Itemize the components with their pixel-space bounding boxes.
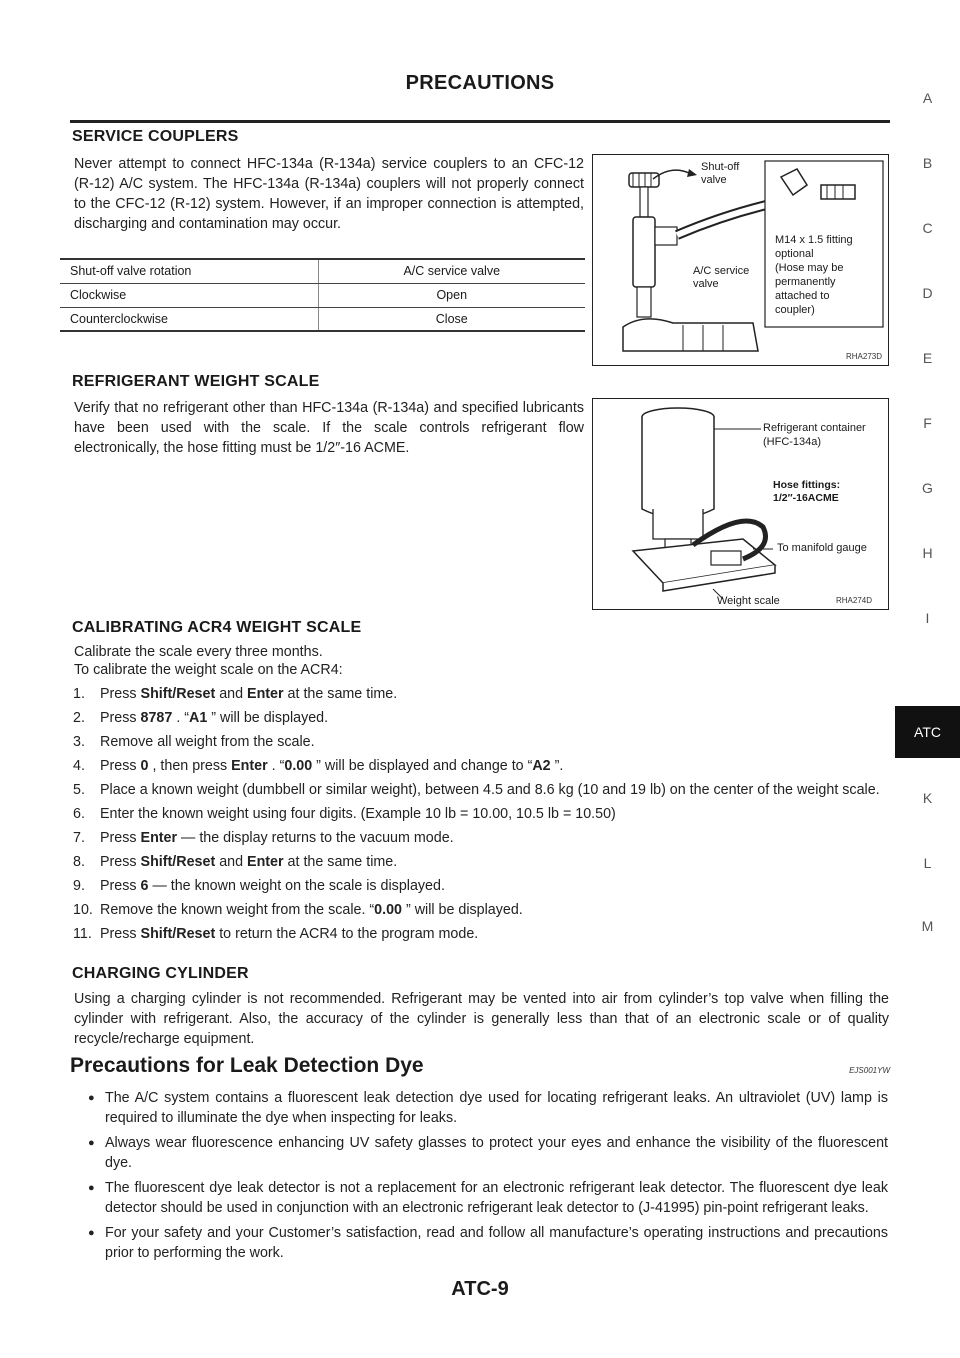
page-number: ATC-9 [451,1278,509,1300]
header-rule [70,120,890,123]
service-couplers-text: Never attempt to connect HFC-134a (R-134a) service couplers to an CFC-12 (R-12) A/C system. The HFC-134a (R-134a) couplers will not properly connect to the CFC-12 (R-12) system. However, if an improper connection is attempted, discharging and contamination may occur. [74,156,584,232]
list-item: 10. Remove the known weight from the scale. “0.00 ” will be displayed. [73,902,523,918]
section-letter-m[interactable]: M [921,918,934,934]
leak-dye-bullets [88,1088,888,1268]
heading-leak-detection-dye: Precautions for Leak Detection Dye [70,1054,424,1077]
figure-code: RHA273D [845,352,882,361]
weight-scale-figure [592,398,889,610]
section-letter-b[interactable]: B [922,155,933,171]
weight-scale-label: Weight scale [717,595,780,607]
list-item: 1. Press Shift/Reset and Enter at the same time. [73,686,398,702]
weight-scale-text: Verify that no refrigerant other than HFC-134a (R-134a) and specified lubricants have been used with the scale. If the scale controls refrigerant flow electronically, the hose fitting must be 1/2″-16 ACME. [74,400,584,456]
list-item: ● The fluorescent dye leak detector is not a replacement for an electronic refrigerant leak detector. The fluorescent dye leak detector should be used in conjunction with an electronic refrigerant leak detector to (J-41995) pin-point refrigerant leaks. [88,1178,888,1218]
table-row [60,307,585,331]
list-item: 3. Remove all weight from the scale. [73,734,315,750]
list-item: 11. Press Shift/Reset to return the ACR4 to the program mode. [73,926,479,942]
section-letter-l[interactable]: L [923,855,932,871]
section-letter-k[interactable]: K [922,790,933,806]
table-cell: Open [318,283,585,307]
heading-charging-cylinder: CHARGING CYLINDER [72,965,249,982]
list-item: 8. Press Shift/Reset and Enter at the same time. [73,854,398,870]
table-header-row [60,259,585,283]
section-letter-f[interactable]: F [923,415,932,431]
fitting-note-label: M14 x 1.5 fitting optional (Hose may be permanently attached to coupler) [775,234,853,316]
calibration-steps [73,685,888,949]
document-code: EJS001YW [849,1066,890,1075]
list-item: 5. Place a known weight (dumbbell or similar weight), between 4.5 and 8.6 kg (10 and 19 lb) on the center of the weight scale. [73,782,880,798]
charging-cylinder-text: Using a charging cylinder is not recommended. Refrigerant may be vented into air from cylinder’s top valve when filling the cylinder with refrigerant. Also, the accuracy of the cylinder is generally less than that of an electronic scale or of quality recycle/recharge equipment. [74,991,889,1047]
section-letter-i[interactable]: I [925,610,930,626]
section-index [895,0,960,1358]
section-letter-e[interactable]: E [922,350,933,366]
refrigerant-container-label: Refrigerant container (HFC-134a) [763,422,866,448]
section-letter-c[interactable]: C [922,220,933,236]
list-item: 4. Press 0 , then press Enter . “0.00 ” will be displayed and change to “A2 ”. [73,758,564,774]
list-item: ● The A/C system contains a fluorescent leak detection dye used for locating refrigerant leaks. An ultraviolet (UV) lamp is required to illuminate the dye when inspecting for leaks. [88,1088,888,1128]
figure-code: RHA274D [835,596,872,605]
table-row [60,283,585,307]
section-letter-h[interactable]: H [922,545,933,561]
shut-off-valve-label: Shut-off valve [701,161,740,186]
table-cell: Clockwise [60,283,318,307]
section-letter-a[interactable]: A [922,90,933,106]
list-item: ● Always wear fluorescence enhancing UV safety glasses to protect your eyes and enhance the visibility of the fluorescent dye. [88,1133,888,1173]
service-valve-figure [592,154,889,366]
manifold-gauge-label: To manifold gauge [777,542,867,554]
heading-weight-scale: REFRIGERANT WEIGHT SCALE [72,373,320,390]
calibrating-intro-2: To calibrate the weight scale on the ACR4: [74,662,343,678]
table-cell: Counterclockwise [60,307,318,331]
ac-service-valve-label: A/C service valve [693,265,750,290]
section-letter-d[interactable]: D [922,285,933,301]
list-item: 6. Enter the known weight using four digits. (Example 10 lb = 10.00, 10.5 lb = 10.50) [73,806,616,822]
section-letter-g[interactable]: G [922,480,933,496]
list-item: 7. Press Enter — the display returns to the vacuum mode. [73,830,454,846]
table-cell: Close [318,307,585,331]
section-tab-atc[interactable]: ATC [895,706,960,758]
heading-calibrating: CALIBRATING ACR4 WEIGHT SCALE [72,619,362,636]
table-header-cell: A/C service valve [318,259,585,283]
list-item: 2. Press 8787 . “A1 ” will be displayed. [73,710,329,726]
table-header-cell: Shut-off valve rotation [60,259,318,283]
page-title: PRECAUTIONS [405,72,555,94]
heading-service-couplers: SERVICE COUPLERS [72,128,239,145]
valve-rotation-table [60,258,585,332]
calibrating-intro-1: Calibrate the scale every three months. [74,644,323,660]
hose-fittings-label: Hose fittings: 1/2″-16ACME [773,479,841,504]
list-item: ● For your safety and your Customer’s satisfaction, read and follow all manufacture’s operating instructions and precautions prior to performing the work. [88,1223,888,1263]
list-item: 9. Press 6 — the known weight on the scale is displayed. [73,878,445,894]
